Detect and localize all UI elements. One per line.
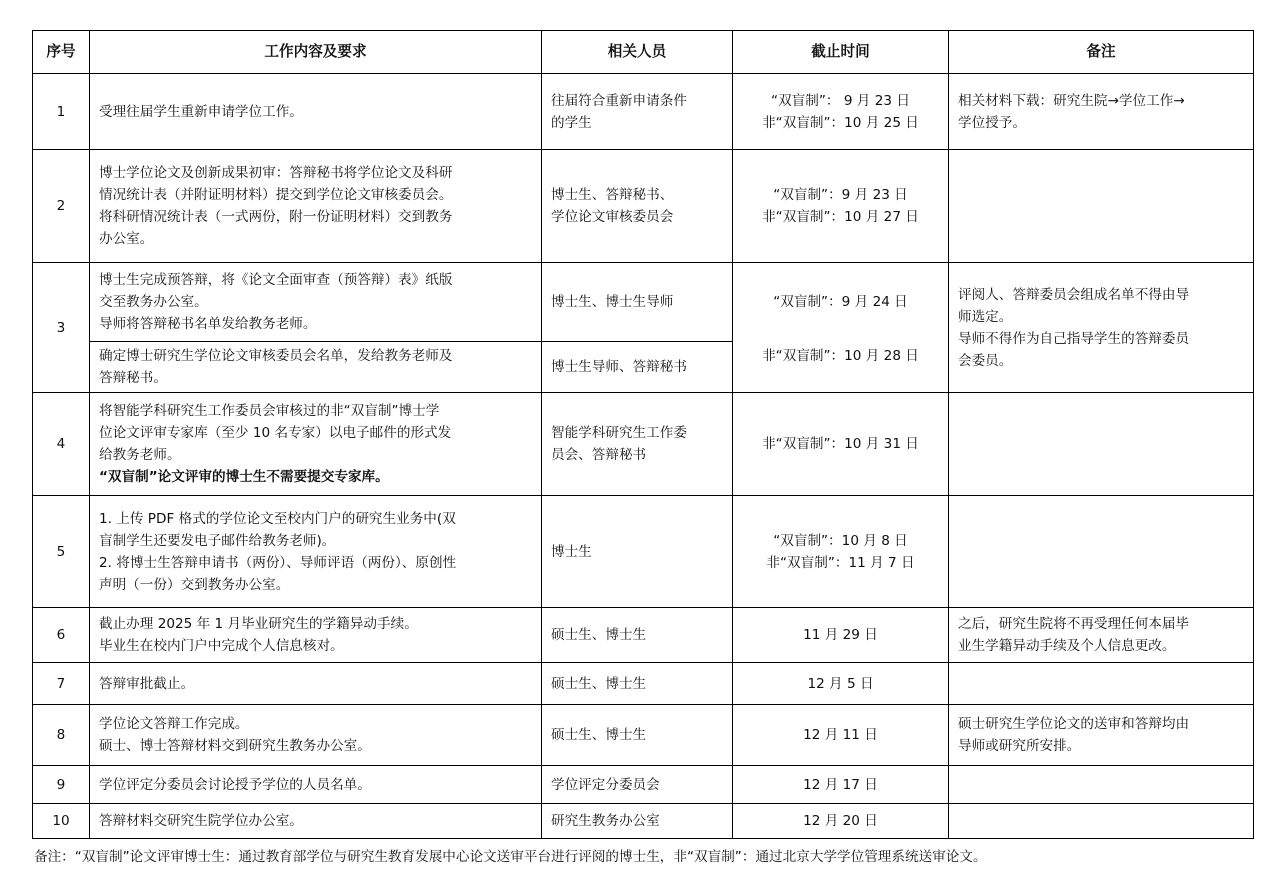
table-row (33, 393, 1254, 496)
header-people: 相关人员 (542, 31, 733, 74)
related-people (542, 496, 733, 608)
note (949, 393, 1254, 496)
header-content: 工作内容及要求 (90, 31, 542, 74)
content-line: 截止办理 2025 年 1 月毕业研究生的学籍异动手续。 (99, 616, 418, 632)
deadline (733, 342, 949, 393)
note (949, 705, 1254, 766)
note (949, 263, 1254, 393)
related-people (542, 804, 733, 839)
table-row (33, 766, 1254, 804)
note (949, 150, 1254, 263)
content-line: 盲制学生还要发电子邮件给教务老师)。 (99, 532, 336, 549)
content-line: 答辩审批截止。 (99, 675, 195, 692)
header-no: 序号 (33, 31, 90, 74)
schedule-table (32, 30, 1254, 839)
people-line: 博士生、博士生导师 (551, 294, 674, 310)
note-line: 之后，研究生院将不再受理任何本届毕 (958, 616, 1190, 632)
content-line: 毕业生在校内门户中完成个人信息核对。 (99, 638, 344, 654)
deadline-line: 非“双盲制”：10 月 31 日 (762, 436, 919, 452)
deadline (733, 608, 949, 663)
deadline (733, 150, 949, 263)
deadline-line: 12 月 5 日 (807, 675, 874, 692)
related-people (542, 393, 733, 496)
table-row (33, 496, 1254, 608)
work-content (90, 150, 542, 263)
note-line: 会委员。 (958, 352, 1013, 369)
content-line: 给教务老师。 (99, 447, 181, 463)
deadline (733, 496, 949, 608)
related-people (542, 263, 733, 342)
deadline (733, 804, 949, 839)
content-line: 学位论文答辩工作完成。 (99, 716, 249, 732)
deadline-line: 非“双盲制”：11 月 7 日 (766, 554, 915, 571)
row-number: 9 (33, 766, 90, 804)
note-line: 相关材料下载：研究生院→学位工作→ (958, 92, 1185, 109)
people-line: 智能学科研究生工作委 (551, 425, 687, 441)
header-deadline: 截止时间 (733, 31, 949, 74)
people-line: 研究生教务办公室 (551, 813, 660, 829)
people-line: 博士生 (551, 543, 592, 560)
note (949, 496, 1254, 608)
work-content (90, 263, 542, 342)
content-line: 声明（一份）交到教务办公室。 (99, 576, 290, 593)
people-line: 硕士生、博士生 (551, 627, 647, 643)
content-line: 办公室。 (99, 231, 154, 247)
row-number: 1 (33, 74, 90, 150)
deadline-line: 12 月 11 日 (803, 727, 878, 743)
content-line: 博士学位论文及创新成果初审：答辩秘书将学位论文及科研 (99, 165, 453, 181)
related-people (542, 766, 733, 804)
deadline-line: “双盲制”：9 月 23 日 (773, 187, 908, 203)
deadline (733, 393, 949, 496)
deadline-line: 11 月 29 日 (803, 627, 878, 643)
work-content (90, 393, 542, 496)
header-note: 备注 (949, 31, 1254, 74)
related-people (542, 150, 733, 263)
content-line: 学位评定分委员会讨论授予学位的人员名单。 (99, 776, 371, 793)
note (949, 74, 1254, 150)
deadline-line: 非“双盲制”：10 月 27 日 (762, 209, 919, 225)
content-line: 答辩秘书。 (99, 370, 167, 386)
content-line: 位论文评审专家库（至少 10 名专家）以电子邮件的形式发 (99, 425, 452, 441)
table-row (33, 705, 1254, 766)
note (949, 663, 1254, 705)
footnote: 备注：“双盲制”论文评审博士生：通过教育部学位与研究生教育发展中心论文送审平台进行评阅的博士生，非“双盲制”：通过北京大学学位管理系统送审论文。 (34, 849, 987, 865)
table-row (33, 74, 1254, 150)
row-number: 6 (33, 608, 90, 663)
content-line: 确定博士研究生学位论文审核委员会名单，发给教务老师及 (99, 348, 453, 364)
content-line: 1. 上传 PDF 格式的学位论文至校内门户的研究生业务中(双 (99, 510, 456, 527)
related-people (542, 608, 733, 663)
table-row (33, 150, 1254, 263)
table-row (33, 608, 1254, 663)
deadline (733, 705, 949, 766)
deadline-line: “双盲制”： 9 月 23 日 (771, 92, 910, 109)
work-content (90, 608, 542, 663)
row-number: 3 (33, 263, 90, 393)
deadline-line: 12 月 20 日 (803, 813, 878, 829)
deadline-line: 非“双盲制”：10 月 28 日 (762, 347, 919, 364)
row-number: 5 (33, 496, 90, 608)
work-content (90, 74, 542, 150)
work-content (90, 496, 542, 608)
note-line: 评阅人、答辩委员会组成名单不得由导 (958, 286, 1190, 303)
row-number: 8 (33, 705, 90, 766)
table-row (33, 663, 1254, 705)
related-people (542, 342, 733, 393)
people-line: 硕士生、博士生 (551, 727, 647, 743)
deadline (733, 766, 949, 804)
people-line: 往届符合重新申请条件 (551, 92, 687, 109)
row-number: 2 (33, 150, 90, 263)
table-row (33, 804, 1254, 839)
content-line: 情况统计表（并附证明材料）提交到学位论文审核委员会。 (99, 187, 453, 203)
people-line: 硕士生、博士生 (551, 675, 647, 692)
note-line: 硕士研究生学位论文的送审和答辩均由 (958, 716, 1190, 732)
note-line: 学位授予。 (958, 114, 1026, 131)
note (949, 804, 1254, 839)
people-line: 的学生 (551, 114, 592, 131)
related-people (542, 74, 733, 150)
people-line: 博士生导师、答辩秘书 (551, 359, 687, 375)
note-line: 导师或研究所安排。 (958, 738, 1081, 754)
people-line: 博士生、答辩秘书、 (551, 187, 674, 203)
work-content (90, 804, 542, 839)
content-line: 硕士、博士答辩材料交到研究生教务办公室。 (99, 738, 371, 754)
people-line: 学位论文审核委员会 (551, 209, 674, 225)
deadline-line: “双盲制”：10 月 8 日 (773, 532, 908, 549)
content-line: 将智能学科研究生工作委员会审核过的非“双盲制”博士学 (99, 403, 440, 419)
content-bold-line: “双盲制”论文评审的博士生不需要提交专家库。 (99, 469, 389, 485)
work-content (90, 766, 542, 804)
deadline-line: 非“双盲制”：10 月 25 日 (762, 114, 919, 131)
row-number: 10 (33, 804, 90, 839)
work-content (90, 705, 542, 766)
content-line: 导师将答辩秘书名单发给教务老师。 (99, 316, 317, 332)
content-line: 2. 将博士生答辩申请书（两份）、导师评语（两份）、原创性 (99, 554, 457, 571)
people-line: 学位评定分委员会 (551, 776, 660, 793)
work-content (90, 663, 542, 705)
note-line: 业生学籍异动手续及个人信息更改。 (958, 638, 1176, 654)
content-line: 将科研情况统计表（一式两份，附一份证明材料）交到教务 (99, 209, 453, 225)
related-people (542, 705, 733, 766)
note (949, 766, 1254, 804)
content-line: 博士生完成预答辩，将《论文全面审查（预答辩）表》纸版 (99, 272, 453, 288)
deadline-line: “双盲制”：9 月 24 日 (773, 294, 908, 311)
note-line: 导师不得作为自己指导学生的答辩委员 (958, 330, 1190, 347)
deadline (733, 663, 949, 705)
note (949, 608, 1254, 663)
deadline (733, 74, 949, 150)
content-line: 受理往届学生重新申请学位工作。 (99, 103, 303, 120)
people-line: 员会、答辩秘书 (551, 447, 647, 463)
row-number: 4 (33, 393, 90, 496)
related-people (542, 663, 733, 705)
work-content (90, 342, 542, 393)
deadline-line: 12 月 17 日 (803, 776, 878, 793)
row-number: 7 (33, 663, 90, 705)
content-line: 交至教务办公室。 (99, 294, 208, 310)
content-line: 答辩材料交研究生院学位办公室。 (99, 813, 303, 829)
note-line: 师选定。 (958, 308, 1013, 325)
table-header-row (33, 31, 1254, 74)
deadline (733, 263, 949, 342)
table-row (33, 263, 1254, 342)
